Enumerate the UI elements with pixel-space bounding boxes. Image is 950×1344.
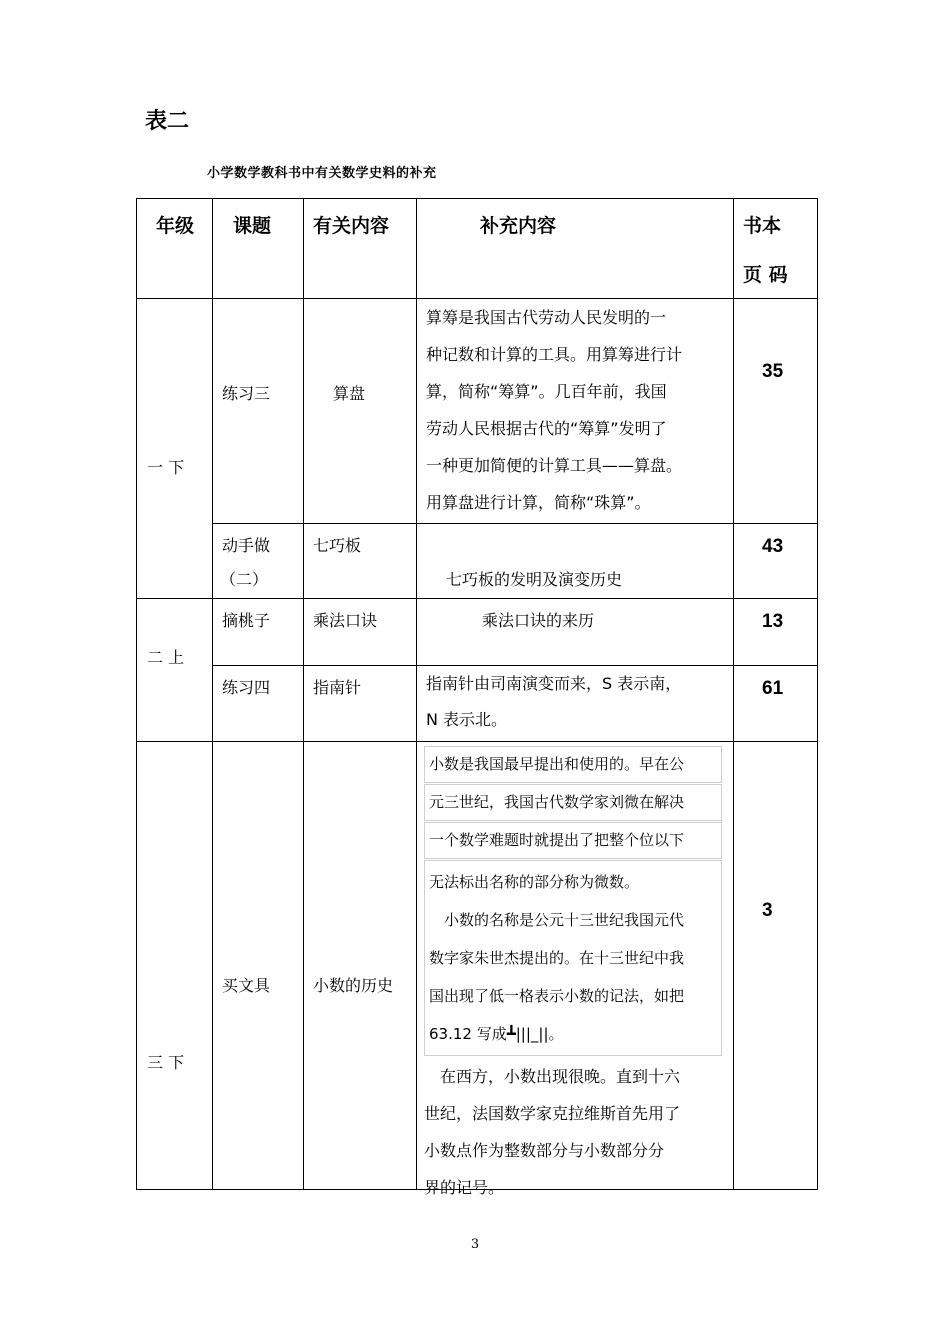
topic-cell xyxy=(213,524,304,599)
supplement-text xyxy=(426,299,682,521)
grade-label: 一 下 xyxy=(147,458,185,477)
grade-cell xyxy=(137,299,213,599)
supplement-line: 劳动人民根据古代的“筹算”发明了 xyxy=(426,419,667,438)
page-cell xyxy=(734,524,818,599)
topic-label: 买文具 xyxy=(222,976,271,995)
framed-line: 数字家朱世杰提出的。在十三世纪中我 xyxy=(429,949,685,967)
related-label: 七巧板 xyxy=(313,536,362,555)
table-row xyxy=(137,742,818,1190)
boxed-line: 一个数学难题时就提出了把整个位以下 xyxy=(424,822,722,859)
page-number: 35 xyxy=(762,361,784,382)
supplement-line: 指南针由司南演变而来，S 表示南， xyxy=(426,674,682,693)
grade-cell xyxy=(137,599,213,742)
header-grade: 年级 xyxy=(156,215,195,237)
framed-line: 63.12 写成┻|||_||。 xyxy=(429,1025,564,1043)
plain-line: 在西方，小数出现很晚。直到十六 xyxy=(424,1067,681,1086)
related-label: 乘法口诀 xyxy=(313,611,378,630)
supplement-cell xyxy=(417,742,734,1197)
boxed-line: 小数是我国最早提出和使用的。早在公 xyxy=(424,746,722,783)
page-cell xyxy=(734,742,818,1190)
header-page-line2: 页 码 xyxy=(743,264,788,286)
topic-label: 摘桃子 xyxy=(222,611,271,630)
framed-line: 国出现了低一格表示小数的记法，如把 xyxy=(429,987,685,1005)
plain-line: 世纪，法国数学家克拉维斯首先用了 xyxy=(424,1104,681,1123)
topic-label: （二） xyxy=(220,570,269,589)
grade-label: 三 下 xyxy=(147,1053,185,1072)
framed-line: 小数的名称是公元十三世纪我国元代 xyxy=(429,911,685,929)
related-cell xyxy=(304,742,417,1190)
topic-cell xyxy=(213,599,304,666)
supplement-text xyxy=(424,746,722,1206)
supplement-text xyxy=(426,666,681,738)
table-row xyxy=(137,299,818,524)
page-footer-number: 3 xyxy=(470,1237,480,1252)
header-page-line1: 书本 xyxy=(743,215,782,237)
framed-line: 无法标出名称的部分称为微数。 xyxy=(429,873,640,891)
related-label: 指南针 xyxy=(313,678,362,697)
related-cell xyxy=(304,666,417,742)
page-number: 61 xyxy=(762,678,784,699)
table-row xyxy=(137,666,818,742)
header-grade-cell xyxy=(137,199,213,299)
page-number: 13 xyxy=(762,611,784,632)
header-topic: 课题 xyxy=(233,215,272,237)
table-row xyxy=(137,599,818,666)
supplement-line: 种记数和计算的工具。用算筹进行计 xyxy=(426,345,683,364)
table-subtitle: 小学数学教科书中有关数学史料的补充 xyxy=(207,166,437,181)
topic-cell xyxy=(213,666,304,742)
header-supplement-cell xyxy=(417,199,734,299)
related-cell xyxy=(304,299,417,524)
page-number: 3 xyxy=(762,900,773,921)
page-cell xyxy=(734,666,818,742)
header-row xyxy=(137,199,818,299)
header-related-cell xyxy=(304,199,417,299)
supplement-line: 一种更加简便的计算工具——算盘。 xyxy=(426,456,683,475)
plain-line: 界的记号。 xyxy=(424,1178,505,1197)
topic-cell xyxy=(213,742,304,1190)
related-label: 小数的历史 xyxy=(313,976,394,995)
supplement-cell xyxy=(417,599,734,666)
table-row xyxy=(137,524,818,599)
header-topic-cell xyxy=(213,199,304,299)
grade-label: 二 上 xyxy=(147,648,185,667)
supplement-line: 用算盘进行计算，简称“珠算”。 xyxy=(426,493,651,512)
supplement-cell xyxy=(417,666,734,742)
header-supplement: 补充内容 xyxy=(480,215,557,237)
page-number: 43 xyxy=(762,536,784,557)
topic-cell xyxy=(213,299,304,524)
header-related: 有关内容 xyxy=(313,215,390,237)
topic-label: 练习三 xyxy=(222,384,271,403)
supplement-cell xyxy=(417,299,734,524)
topic-label: 动手做 xyxy=(222,536,271,555)
grade-cell xyxy=(137,742,213,1190)
page-heading: 表二 xyxy=(145,109,190,134)
supplement-text: 七巧板的发明及演变历史 xyxy=(446,570,623,589)
plain-block xyxy=(424,1056,722,1206)
related-cell xyxy=(304,599,417,666)
related-label: 算盘 xyxy=(333,384,366,403)
related-cell xyxy=(304,524,417,599)
page-cell xyxy=(734,299,818,524)
framed-block xyxy=(424,860,722,1056)
history-supplement-table xyxy=(136,198,818,1197)
supplement-text: 乘法口诀的来历 xyxy=(482,611,595,630)
supplement-line: N 表示北。 xyxy=(426,710,508,729)
page-cell xyxy=(734,599,818,666)
boxed-line: 元三世纪，我国古代数学家刘微在解决 xyxy=(424,784,722,821)
supplement-cell xyxy=(417,524,734,599)
supplement-line: 算，简称“筹算”。几百年前，我国 xyxy=(426,382,667,401)
topic-label: 练习四 xyxy=(222,678,271,697)
supplement-line: 算筹是我国古代劳动人民发明的一 xyxy=(426,308,667,327)
header-page-cell xyxy=(734,199,818,299)
plain-line: 小数点作为整数部分与小数部分分 xyxy=(424,1141,665,1160)
